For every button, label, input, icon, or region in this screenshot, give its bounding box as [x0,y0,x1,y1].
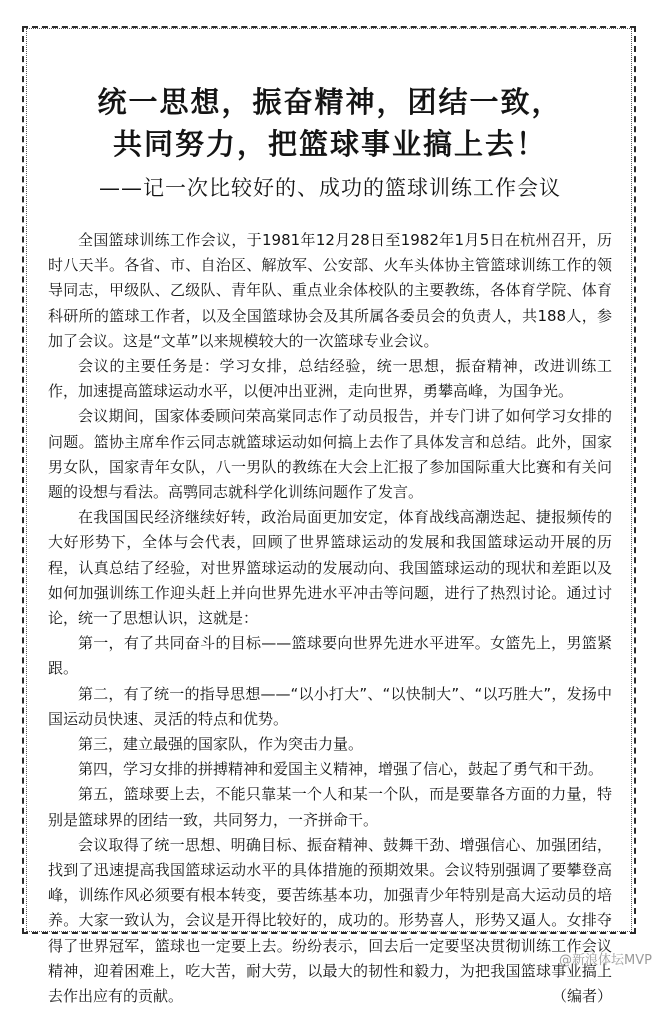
paragraph: 第一，有了共同奋斗的目标——篮球要向世界先进水平进军。女篮先上，男篮紧跟。 [48,634,612,678]
editor-signoff: （编者） [551,987,612,1006]
paragraph: 第四，学习女排的拼搏精神和爱国主义精神，增强了信心，鼓起了勇气和干劲。 [78,760,604,779]
paragraph: 第二，有了统一的指导思想——“以小打大”、“以快制大”、“以巧胜大”，发扬中国运动员快速、灵活的特点和优势。 [48,684,612,728]
paragraph-last-text: 会议取得了统一思想、明确目标、振奋精神、鼓舞干劲、增强信心、加强团结，找到了迅速提高我国篮球运动水平的具体措施的预期效果。会议特别强调了要攀登高峰，训练作风必须要有根本转变，要苦练基本功，加强青少年特别是高大运动员的培养。大家一致认为，会议是开得比较好的，成功的。形势喜人，形势又逼人。女排夺得了世界冠军，篮球也一定要上去。纷纷表示，回去后一定要坚决贯彻训练工作会议精神，迎着困难上，吃大苦，耐大劳，以最大的韧性和毅力，为把我国篮球事业搞上去作出应有的贡献。 [48,835,612,1006]
paragraph: 第三，建立最强的国家队，作为突击力量。 [78,735,364,754]
paragraph: 第五，篮球要上去，不能只靠某一个人和某一个队，而是要靠各方面的力量，特别是篮球界的团结一致，共同努力，一齐拼命干。 [48,785,612,829]
subheadline: ——记一次比较好的、成功的篮球训练工作会议 [99,176,561,200]
paragraph: 会议期间，国家体委顾问荣高棠同志作了动员报告，并专门讲了如何学习女排的问题。篮协主席牟作云同志就篮球运动如何搞上去作了具体发言和总结。此外，国家男女队，国家青年女队，八一男队的教练在大会上汇报了参加国际重大比赛和有关问题的设想与看法。高鹗同志就科学化训练问题作了发言。 [48,407,612,502]
article-body [48,228,612,1009]
paragraph-last [48,833,612,1009]
paragraph: 会议的主要任务是：学习女排，总结经验，统一思想，振奋精神，改进训练工作，加速提高篮球运动水平，以便冲出亚洲，走向世界，勇攀高峰，为国争光。 [48,357,612,401]
paragraph: 全国篮球训练工作会议，于1981年12月28日至1982年1月5日在杭州召开，历时八天半。各省、市、自治区、解放军、公安部、火车头体协主管篮球训练工作的领导同志，甲级队、乙级队、青年队、重点业余体校队的主要教练，各体育学院、体育科研所的篮球工作者，以及全国篮球协会及其所属各委员会的负责人，共188人，参加了会议。这是“文革”以来规模较大的一次篮球专业会议。 [48,231,612,350]
headline-line-1: 统一思想，振奋精神，团结一致， [97,85,563,119]
headline-line-2: 共同努力，把篮球事业搞上去！ [112,127,547,161]
source-watermark: @新浪体坛MVP [559,953,652,968]
paragraph: 在我国国民经济继续好转，政治局面更加安定，体育战线高潮迭起、捷报频传的大好形势下，全体与会代表，回顾了世界篮球运动的发展和我国篮球运动开展的历程，认真总结了经验，对世界篮球运动的发展动向、我国篮球运动的现状和差距以及如何加强训练工作迎头赶上并向世界先进水平冲击等问题，进行了热烈讨论。通过讨论，统一了思想认识，这就是： [48,508,612,628]
